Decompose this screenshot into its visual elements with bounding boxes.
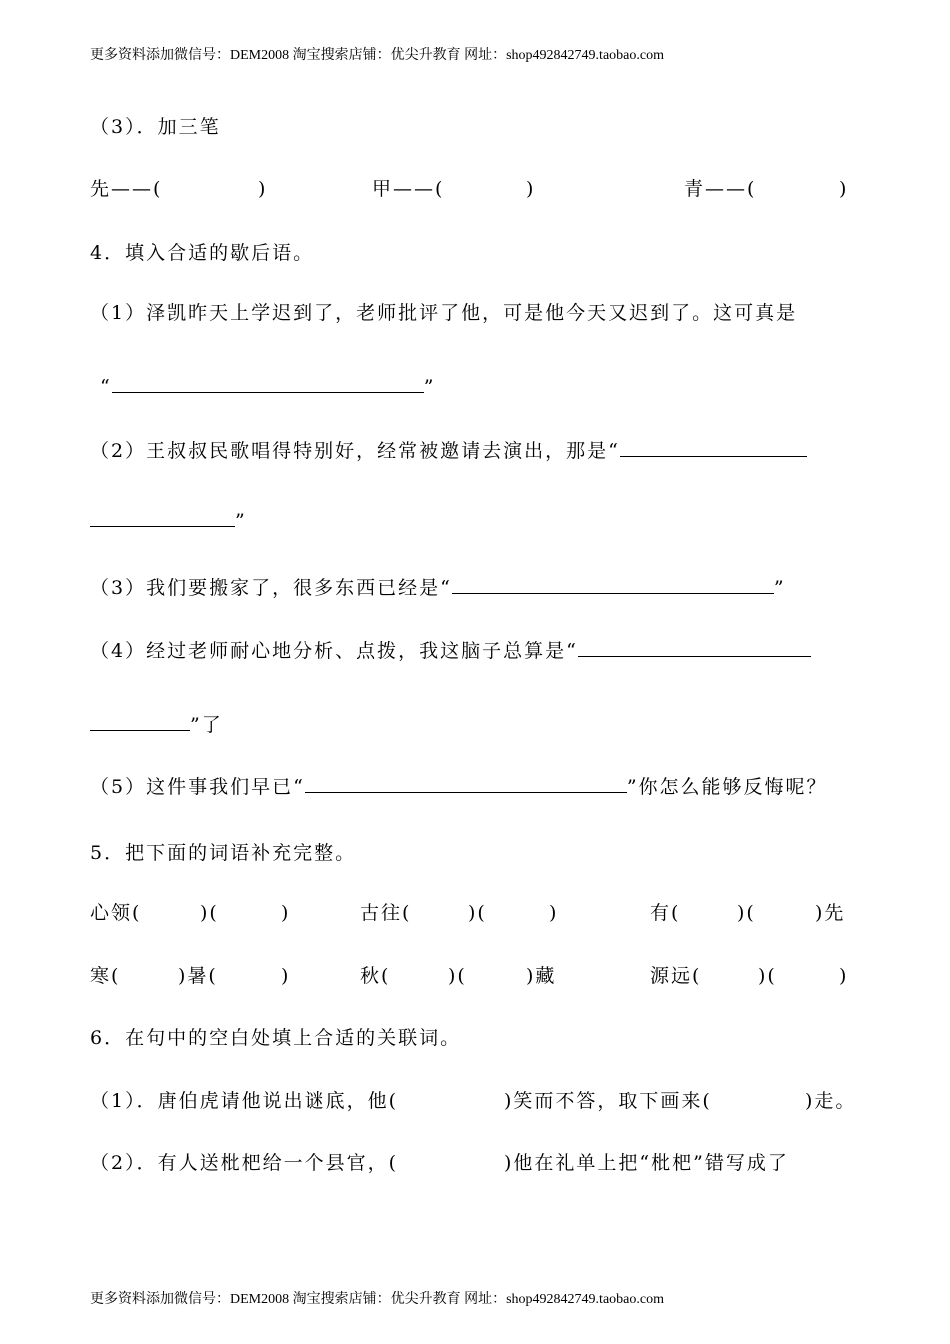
q5-r1-b: )( bbox=[200, 902, 219, 924]
q5-r2-i: ) bbox=[839, 965, 849, 987]
q4-s2-blank-a[interactable] bbox=[620, 438, 807, 457]
q6-title: 6．在句中的空白处填上合适的关联词。 bbox=[90, 1027, 462, 1049]
q5-r1-c: ) bbox=[281, 902, 291, 924]
q4-title: 4．填入合适的歇后语。 bbox=[90, 242, 315, 264]
q3-item-qing-close: ) bbox=[839, 178, 849, 200]
page-footer: 更多资料添加微信号：DEM2008 淘宝搜索店铺：优尖升教育 网址：shop492842749.taobao.com bbox=[90, 1292, 664, 1307]
q6-s1-a: （1）．唐伯虎请他说出谜底，他( bbox=[90, 1090, 399, 1112]
q5-r1-d: 古往( bbox=[360, 902, 412, 924]
q6-s1-b: )笑而不答，取下画来( bbox=[504, 1090, 712, 1112]
q6-s2-b: )他在礼单上把“枇杷”错写成了 bbox=[504, 1152, 789, 1174]
q5-r1-a: 心领( bbox=[90, 902, 142, 924]
q3-item-qing: 青——( bbox=[684, 178, 757, 200]
q6-s2-a: （2）．有人送枇杷给一个县官，( bbox=[90, 1152, 399, 1174]
q4-s1-blank[interactable] bbox=[112, 374, 424, 393]
q5-r2-d: 秋( bbox=[360, 965, 391, 987]
q3-sub3-title: （3）．加三笔 bbox=[90, 116, 221, 138]
q5-r2-b: )暑( bbox=[178, 965, 218, 987]
q5-r2-e: )( bbox=[448, 965, 467, 987]
q4-s3: （3）我们要搬家了，很多东西已经是“ ” bbox=[90, 577, 786, 599]
q3-item-jia: 甲——( bbox=[372, 178, 445, 200]
q5-r1-h: )( bbox=[737, 902, 756, 924]
q4-s1-answer: “ ” bbox=[100, 376, 436, 398]
q4-s3-blank[interactable] bbox=[452, 575, 774, 594]
q5-r2-a: 寒( bbox=[90, 965, 121, 987]
q4-s4: （4）经过老师耐心地分析、点拨，我这脑子总算是“ bbox=[90, 638, 811, 664]
q6-s1-c: )走。 bbox=[805, 1090, 857, 1112]
q4-s4-cont: ”了 bbox=[90, 712, 223, 738]
q3-item-xian: 先——( bbox=[90, 178, 163, 200]
q5-r2-f: )藏 bbox=[526, 965, 557, 987]
q4-s4-blank-b[interactable] bbox=[90, 712, 190, 731]
q5-r1-f: ) bbox=[549, 902, 559, 924]
q3-item-xian-close: ) bbox=[258, 178, 268, 200]
q4-s2-blank-b[interactable] bbox=[90, 508, 235, 527]
q4-s2: （2）王叔叔民歌唱得特别好，经常被邀请去演出，那是“ bbox=[90, 438, 807, 464]
q4-s5-blank[interactable] bbox=[305, 774, 627, 793]
page-header: 更多资料添加微信号：DEM2008 淘宝搜索店铺：优尖升教育 网址：shop492842749.taobao.com bbox=[90, 48, 664, 63]
q5-r2-c: ) bbox=[281, 965, 291, 987]
q5-r1-e: )( bbox=[468, 902, 487, 924]
q4-s5: （5）这件事我们早已“ ”你怎么能够反悔呢？ bbox=[90, 776, 828, 798]
q4-s4-blank-a[interactable] bbox=[578, 638, 811, 657]
q4-s1-text: （1）泽凯昨天上学迟到了，老师批评了他，可是他今天又迟到了。这可真是 bbox=[90, 302, 798, 324]
q5-r1-i: )先 bbox=[815, 902, 846, 924]
q5-r2-g: 源远( bbox=[650, 965, 702, 987]
q5-title: 5．把下面的词语补充完整。 bbox=[90, 842, 357, 864]
q3-item-jia-close: ) bbox=[526, 178, 536, 200]
q5-r1-g: 有( bbox=[650, 902, 681, 924]
q4-s2-cont: ” bbox=[90, 508, 247, 534]
q5-r2-h: )( bbox=[758, 965, 777, 987]
